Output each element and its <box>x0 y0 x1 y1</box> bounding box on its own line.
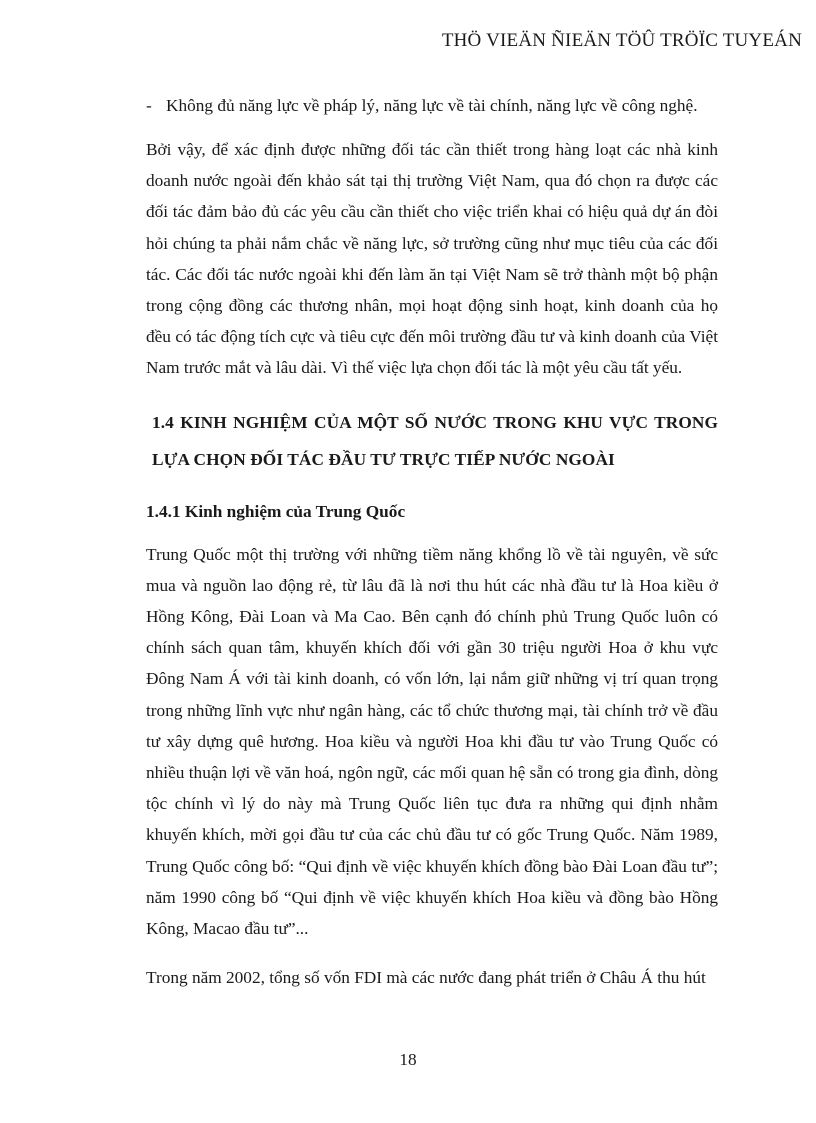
page-number: 18 <box>399 1050 417 1069</box>
subsection-heading-1-4-1: 1.4.1 Kinh nghiệm của Trung Quốc <box>146 501 406 521</box>
page-content <box>146 90 718 993</box>
paragraph-china-experience: Trung Quốc một thị trường với những tiềm năng khổng lồ về tài nguyên, về sức mua và nguồn lao động rẻ, từ lâu đã là nơi thu hút các nhà đầu tư là Hoa kiều ở Hồng Kông, Đài Loan và Ma Cao. Bên cạnh đó chính phủ Trung Quốc luôn có chính sách quan tâm, khuyến khích đối với gần 30 triệu người Hoa ở khu vực Đông Nam Á với tài kinh doanh, có vốn lớn, lại nắm giữ những vị trí quan trọng trong những lĩnh vực như ngân hàng, các tổ chức thương mại, tài chính trở về đầu tư xây dựng quê hương. Hoa kiều và người Hoa khi đầu tư vào Trung Quốc có nhiều thuận lợi về văn hoá, ngôn ngữ, các mối quan hệ sẵn có trong gia đình, dòng tộc chính vì lý do này mà Trung Quốc liên tục đưa ra những qui định nhằm khuyến khích, mời gọi đầu tư của các chủ đầu tư có gốc Trung Quốc. Năm 1989, Trung Quốc công bố: “Qui định về việc khuyến khích đồng bào Đài Loan đầu tư”; năm 1990 công bố “Qui định về việc khuyến khích Hoa kiều và đồng bào Hồng Kông, Macao đầu tư”... <box>146 544 718 939</box>
paragraph-partner-selection: Bởi vậy, để xác định được những đối tác cần thiết trong hàng loạt các nhà kinh doanh nước ngoài đến khảo sát tại thị trường Việt Nam, qua đó chọn ra được các đối tác đảm bảo đủ các yêu cầu cần thiết cho việc triển khai có hiệu quả dự án đòi hỏi chúng ta phải nắm chắc về năng lực, sở trường cũng như mục tiêu của các đối tác. Các đối tác nước ngoài khi đến làm ăn tại Việt Nam sẽ trở thành một bộ phận trong cộng đồng các thương nhân, mọi hoạt động sinh hoạt, kinh doanh của họ đều có tác động tích cực và tiêu cực đến môi trường đầu tư và kinh doanh của Việt Nam trước mắt và lâu dài. Vì thế việc lựa chọn đối tác là một yêu cầu tất yếu. <box>146 140 718 378</box>
bullet-item <box>146 90 718 121</box>
running-header: THÖ VIEÄN ÑIEÄN TÖÛ TRÖÏC TUYEÁN <box>441 30 802 51</box>
paragraph-fdi-2002: Trong năm 2002, tổng số vốn FDI mà các nước đang phát triển ở Châu Á thu hút <box>146 968 706 988</box>
bullet-dash: - <box>146 96 152 115</box>
section-heading-1-4: 1.4 KINH NGHIỆM CỦA MỘT SỐ NƯỚC TRONG KHU VỰC TRONG LỰA CHỌN ĐỐI TÁC ĐẦU TƯ TRỰC TIẾP NƯỚC NGOÀI <box>152 412 718 469</box>
bullet-text: Không đủ năng lực về pháp lý, năng lực về tài chính, năng lực về công nghệ. <box>166 96 698 115</box>
